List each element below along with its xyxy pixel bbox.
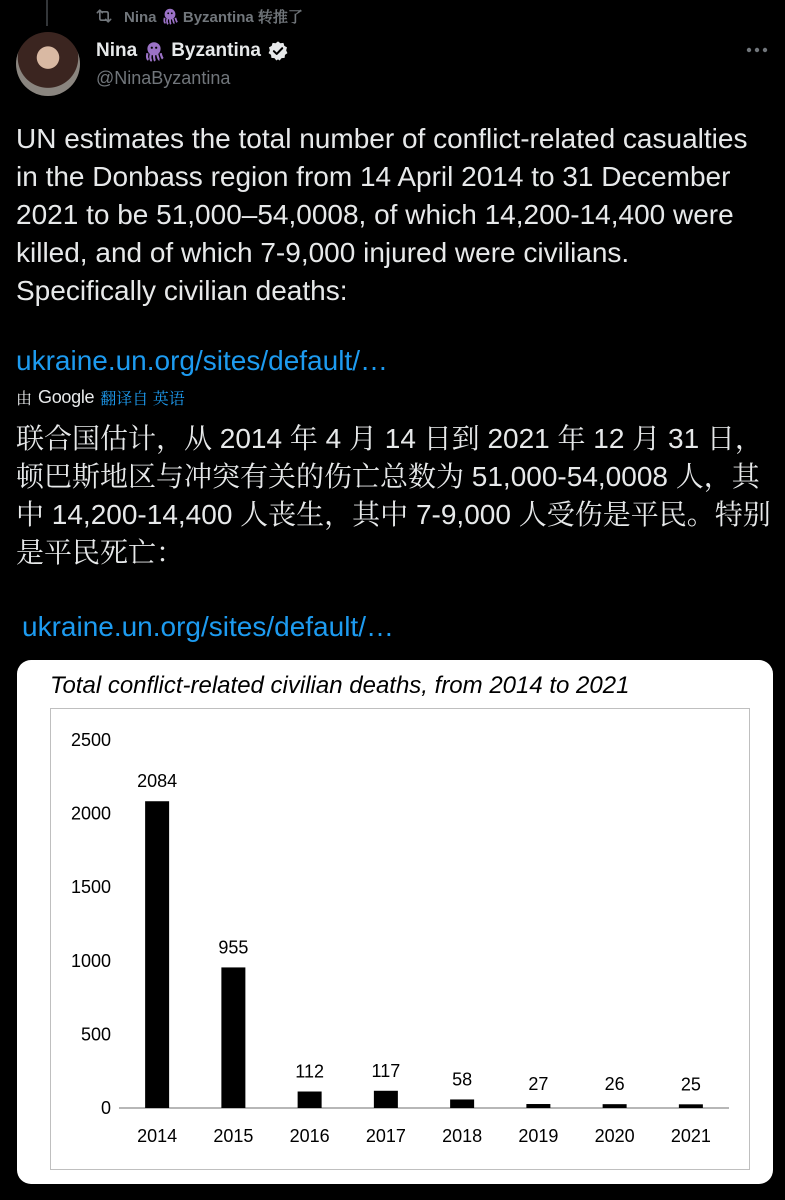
- retweet-action-label: 转推了: [257, 8, 303, 26]
- data-label: 26: [604, 1074, 625, 1095]
- y-tick-label: 2500: [70, 730, 111, 750]
- y-tick-label: 0: [100, 1098, 111, 1118]
- author-handle[interactable]: @NinaByzantina: [96, 68, 231, 88]
- data-label: 25: [680, 1074, 701, 1095]
- bar-2021: [679, 1104, 703, 1108]
- y-tick-label: 500: [80, 1024, 111, 1045]
- bar-chart: [17, 660, 773, 1184]
- retweeter-name-suffix[interactable]: Byzantina: [182, 8, 254, 26]
- bar-2019: [526, 1104, 550, 1108]
- more-options-icon[interactable]: [743, 40, 771, 60]
- x-tick-label: 2021: [670, 1126, 711, 1146]
- x-tick-label: 2020: [594, 1126, 635, 1146]
- octopus-emoji-icon: [143, 40, 165, 62]
- x-tick-label: 2017: [365, 1126, 406, 1146]
- avatar[interactable]: [16, 32, 80, 96]
- octopus-emoji-icon: [161, 7, 179, 25]
- verified-badge-icon: [267, 40, 289, 62]
- data-label: 117: [371, 1060, 401, 1081]
- y-tick-label: 1000: [70, 950, 111, 971]
- bar-2017: [374, 1091, 398, 1108]
- translation-attribution: [16, 386, 185, 409]
- translated-tweet-link[interactable]: ukraine.un.org/sites/default/…: [22, 611, 394, 642]
- retweet-context[interactable]: [94, 6, 303, 26]
- chart-title: Total conflict-related civilian deaths, from 2014 to 2021: [50, 672, 630, 699]
- tweet-link[interactable]: ukraine.un.org/sites/default/…: [16, 345, 388, 376]
- tweet-text: UN estimates the total number of conflict-related casualties in the Donbass region from 14 April 2014 to 31 December 2021 to be 51,000–54,0008, of which 14,200-14,400 were killed, and of which 7-9,000 injured were civilians. Specifically civilian deaths:: [16, 123, 748, 306]
- google-logo: Google: [38, 387, 95, 407]
- x-tick-label: 2014: [137, 1126, 178, 1146]
- thread-connector-line: [46, 0, 48, 26]
- retweeter-name[interactable]: Nina: [124, 8, 157, 26]
- bar-2016: [298, 1092, 322, 1108]
- data-label: 27: [528, 1074, 549, 1095]
- data-label: 58: [452, 1069, 473, 1090]
- y-tick-label: 1500: [70, 877, 111, 898]
- bar-2014: [145, 801, 169, 1108]
- bar-2020: [603, 1104, 627, 1108]
- y-tick-label: 2000: [70, 803, 111, 824]
- retweet-icon: [94, 7, 114, 25]
- data-label: 955: [218, 937, 249, 958]
- bar-2018: [450, 1099, 474, 1108]
- tweet-image-chart[interactable]: [17, 660, 773, 1184]
- author-name-second[interactable]: Byzantina: [171, 40, 261, 61]
- author-name-first[interactable]: Nina: [96, 40, 138, 61]
- translated-tweet-text: 联合国估计，从 2014 年 4 月 14 日到 2021 年 12 月 31 日，顿巴斯地区与冲突有关的伤亡总数为 51,000-54,0008 人，其中 14,200-14,400 人丧生，其中 7-9,000 人受伤是平民。特别是平民死亡：: [16, 423, 771, 568]
- x-tick-label: 2015: [213, 1126, 254, 1146]
- author-block[interactable]: [96, 40, 289, 89]
- data-label: 112: [295, 1061, 324, 1082]
- translate-by-label: 由: [16, 391, 33, 408]
- data-label: 2084: [137, 771, 178, 792]
- x-tick-label: 2018: [442, 1126, 483, 1146]
- x-tick-label: 2019: [518, 1126, 559, 1146]
- translated-from-link[interactable]: 翻译自 英语: [100, 391, 185, 408]
- bar-2015: [221, 967, 245, 1108]
- x-tick-label: 2016: [289, 1126, 330, 1146]
